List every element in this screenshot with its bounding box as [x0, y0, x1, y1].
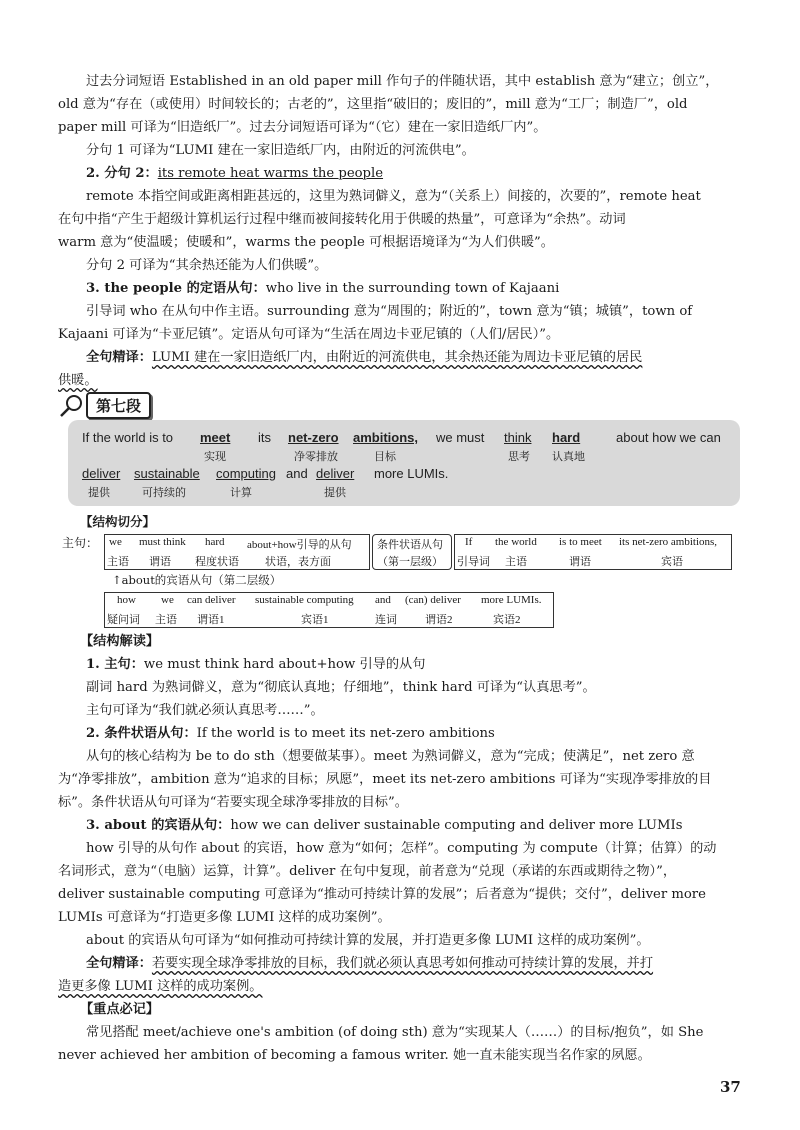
- text-line: LUMIs 可意译为“打造更多像 LUMI 这样的成功案例”。: [58, 910, 391, 925]
- banner-word: ambitions,: [353, 430, 419, 445]
- banner-word: computing: [216, 466, 276, 481]
- banner-gloss: 目标: [374, 450, 396, 463]
- banner-word: more LUMIs.: [374, 466, 449, 481]
- text-line: remote 本指空间或距离相距甚远的，这里为熟词僻义，意为“（关系上）间接的，次要的”，remote heat: [86, 189, 701, 204]
- banner-word: and: [286, 466, 308, 481]
- text-line: 分句 1 可译为“LUMI 建在一家旧造纸厂内，由附近的河流供电”。: [86, 143, 475, 158]
- text-line: 在句中指“产生于超级计算机运行过程中继而被间接转化用于供暖的热量”，可意译为“余热”。动词: [58, 212, 626, 227]
- banner-word: If the world is to: [82, 430, 174, 445]
- text-line: Kajaani 可译为“卡亚尼镇”。定语从句可译为“生活在周边卡亚尼镇的（人们/居民）”。: [58, 327, 560, 342]
- cond-label-box: 条件状语从句 （第一层级）: [372, 534, 452, 570]
- banner-gloss: 计算: [230, 486, 252, 499]
- object-clause-note: ↑about的宾语从句（第二层级）: [112, 573, 282, 587]
- analysis-title: 【结构解读】: [80, 634, 160, 649]
- clause3-heading: 3. the people 的定语从句：who live in the surrounding town of Kajaani: [86, 281, 560, 296]
- banner-gloss: 认真地: [552, 450, 585, 463]
- banner-gloss: 实现: [204, 450, 226, 463]
- banner-word: deliver: [82, 466, 121, 481]
- text-line: 过去分词短语 Established in an old paper mill 作句子的伴随状语，其中 establish 意为“建立；创立”，: [86, 74, 719, 89]
- banner-gloss: 提供: [88, 486, 110, 499]
- full-translation-1-cont: 供暖。: [58, 373, 98, 388]
- banner-word: deliver: [316, 466, 355, 481]
- text-line: old 意为“存在（或使用）时间较长的；古老的”，这里指“破旧的；废旧的”，mill 意为“工厂；制造厂”，old: [58, 97, 688, 112]
- sentence-banner: [68, 420, 740, 506]
- analysis-heading-2: 2. 条件状语从句：If the world is to meet its net-zero ambitions: [86, 726, 495, 741]
- text-line: how 引导的从句作 about 的宾语，how 意为“如何；怎样”。computing 为 compute（计算；估算）的动: [86, 841, 717, 856]
- text-line: 从句的核心结构为 be to do sth（想要做某事）。meet 为熟词僻义，意为“完成；使满足”，net zero 意: [86, 749, 695, 764]
- clause2-heading: 2. 分句 2：its remote heat warms the people: [86, 166, 384, 181]
- text-line: 分句 2 可译为“其余热还能为人们供暖”。: [86, 258, 328, 273]
- banner-word: think: [504, 430, 532, 445]
- cond-clause-box: If the world is to meet its net-zero ambitions, 引导词 主语 谓语 宾语: [454, 534, 732, 570]
- banner-word: sustainable: [134, 466, 200, 481]
- section-header: [58, 392, 151, 419]
- banner-gloss: 提供: [324, 486, 346, 499]
- text-line: never achieved her ambition of becoming a famous writer. 她一直未能实现当名作家的夙愿。: [58, 1048, 651, 1063]
- main-label: 主句：: [62, 536, 99, 550]
- banner-gloss: 净零排放: [294, 450, 338, 463]
- banner-gloss: 可持续的: [142, 486, 186, 499]
- text-line: 为“净零排放”，ambition 意为“追求的目标；夙愿”，meet its net-zero ambitions 可译为“实现净零排放的目: [58, 772, 712, 787]
- magnifier-icon: [58, 393, 86, 419]
- banner-word: its: [258, 430, 271, 445]
- sub-clause-box: how we can deliver sustainable computing and (can) deliver more LUMIs. 疑问词 主语 谓语1 宾语1 连词 谓语2 宾语2: [104, 592, 554, 628]
- text-line: 常见搭配 meet/achieve one's ambition (of doing sth) 意为“实现某人（……）的目标/抱负”，如 She: [86, 1025, 704, 1040]
- struct-title: 【结构切分】: [80, 514, 156, 529]
- banner-word: we must: [436, 430, 485, 445]
- banner-word: net-zero: [288, 430, 339, 445]
- banner-gloss: 思考: [508, 450, 530, 463]
- banner-word: hard: [552, 430, 581, 445]
- text-line: 主句可译为“我们就必须认真思考……”。: [86, 703, 324, 718]
- text-line: warm 意为“使温暖；使暖和”，warms the people 可根据语境译为“为人们供暖”。: [58, 235, 554, 250]
- analysis-heading-1: 1. 主句：we must think hard about+how 引导的从句: [86, 657, 426, 672]
- main-clause-box: we must think hard about+how引导的从句 主语 谓语 程度状语 状语，表方面: [104, 534, 370, 570]
- full-translation-2: 全句精译：若要实现全球净零排放的目标，我们就必须认真思考如何推动可持续计算的发展，并打: [86, 956, 654, 971]
- text-line: about 的宾语从句可译为“如何推动可持续计算的发展，并打造更多像 LUMI 这样的成功案例”。: [86, 933, 650, 948]
- text-line: 引导词 who 在从句中作主语。surrounding 意为“周围的；附近的”，town 意为“镇；城镇”，town of: [86, 304, 693, 319]
- text-line: 副词 hard 为熟词僻义，意为“彻底认真地；仔细地”，think hard 可译为“认真思考”。: [86, 680, 596, 695]
- text-line: 名词形式，意为“（电脑）运算，计算”。deliver 在句中复现，前者意为“兑现（承诺的东西或期待之物）”，: [58, 864, 677, 879]
- section-title: 第七段: [86, 392, 151, 419]
- full-translation-1: 全句精译：LUMI 建在一家旧造纸厂内，由附近的河流供电，其余热还能为周边卡亚尼镇的居民: [86, 350, 643, 365]
- full-translation-2-cont: 造更多像 LUMI 这样的成功案例。: [58, 979, 263, 994]
- banner-word: about how we can: [616, 430, 721, 445]
- text-line: paper mill 可译为“旧造纸厂”。过去分词短语可译为“（它）建在一家旧造纸厂内”。: [58, 120, 547, 135]
- page-number: 37: [720, 1078, 741, 1096]
- text-line: deliver sustainable computing 可意译为“推动可持续计算的发展”；后者意为“提供；交付”，deliver more: [58, 887, 706, 902]
- text-line: 标”。条件状语从句可译为“若要实现全球净零排放的目标”。: [58, 795, 408, 810]
- analysis-heading-3: 3. about 的宾语从句：how we can deliver sustainable computing and deliver more LUMIs: [86, 818, 683, 833]
- banner-word: meet: [200, 430, 231, 445]
- note-title: 【重点必记】: [80, 1002, 160, 1017]
